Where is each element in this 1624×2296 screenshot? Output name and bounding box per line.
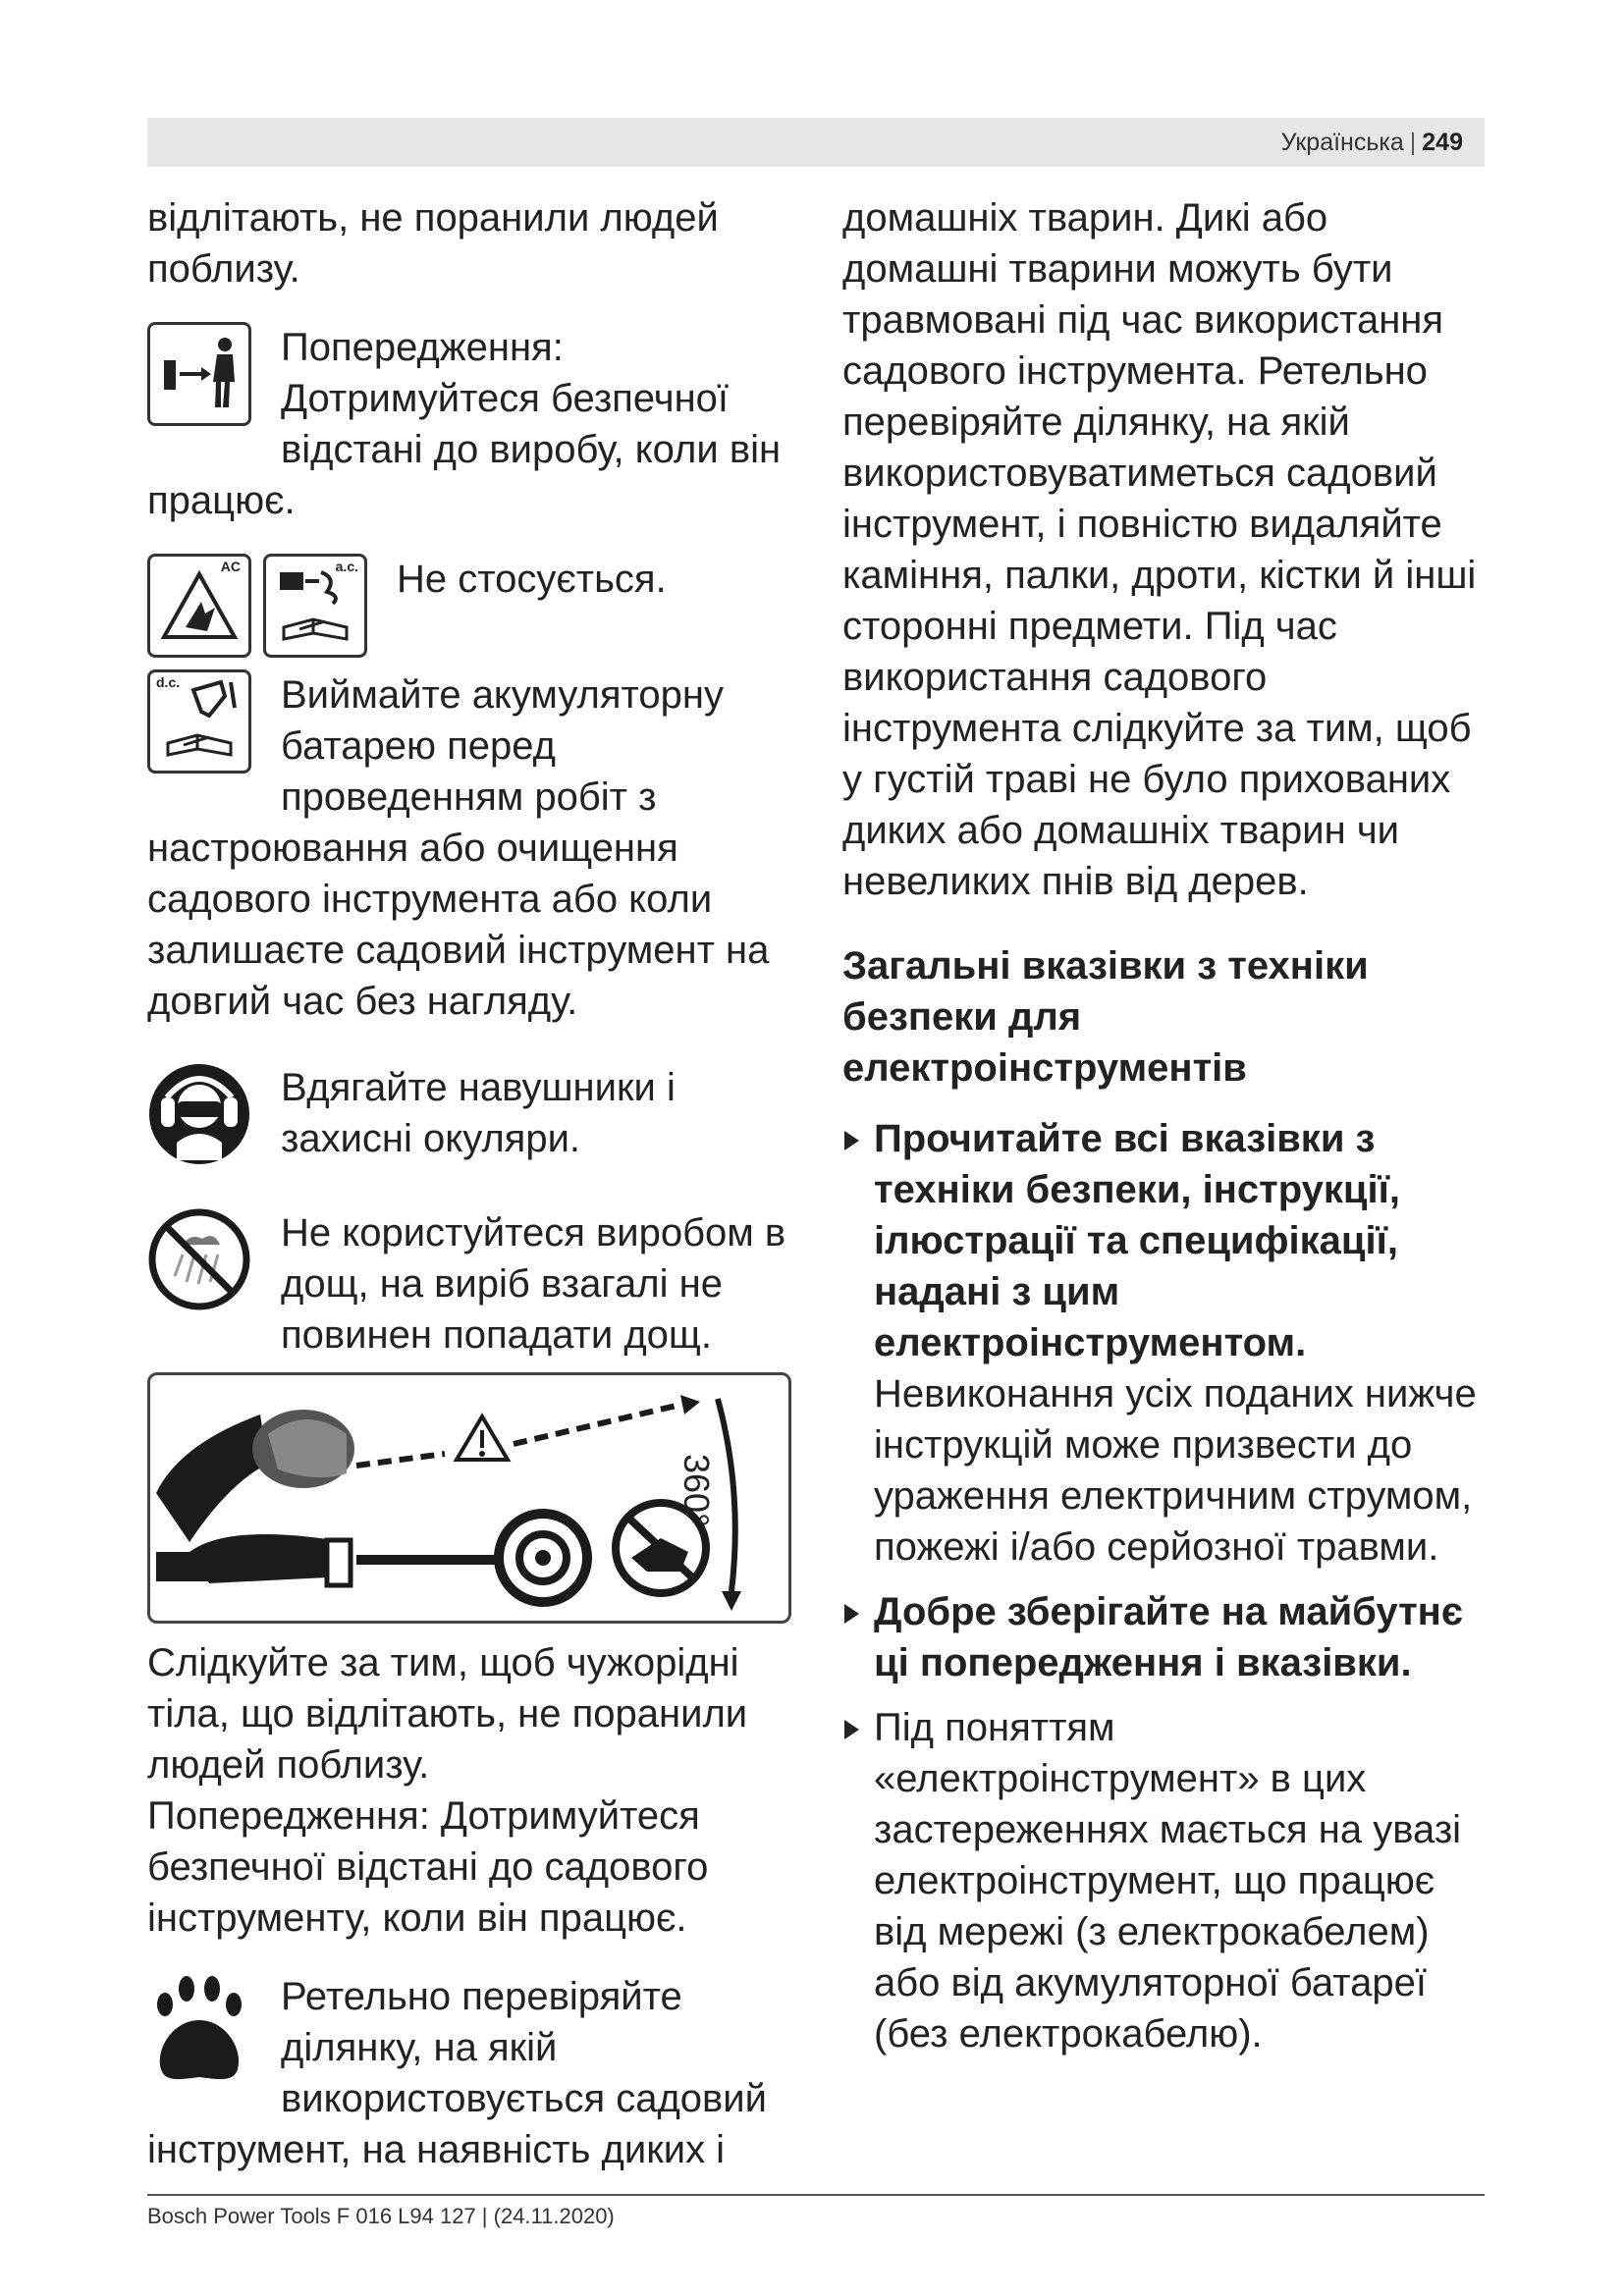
right-column [842,192,1490,2059]
bullet-triangle-icon [844,1604,859,1624]
ear-eye-block [147,1062,803,1172]
ac-label: AC [220,559,241,574]
ac-mains-warning-icon [147,554,251,658]
bullet-2-bold: Добре зберігайте на майбутнє ці попередження і вказівки. [874,1590,1463,1684]
ear-eye-text: Вдягайте навушники і захисні окуляри. [281,1066,676,1160]
section-heading: Загальні вказівки з техніки безпеки для електроінструментів [842,944,1369,1090]
dc-label: d.c. [156,674,181,690]
foreign-bodies-text: Слідкуйте за тим, щоб чужорідні тіла, що відлітають, не поранили людей поблизу. [147,1641,748,1787]
bullet-1-bold: Прочитайте всі вказівки з техніки безпеки, інструкції, ілюстрації та специфікації, надані з цим електроінструментом. [874,1117,1400,1364]
no-rain-block [147,1207,803,1361]
bullet-3-text: Під поняттям «електроінструмент» в цих застереженнях мається на увазі електроінструмент, що працює від мережі (з електрокабелем) або від акумуляторної батареї (без електрокабелю). [874,1706,1462,2056]
bullet-keep-instructions [842,1586,1490,1688]
left-paragraph-1: відлітають, не поранили людей поблизу. [147,196,719,291]
animals-check-block [147,1971,803,2175]
bullet-triangle-icon [844,1720,859,1739]
remove-battery-icon [147,669,251,774]
page-number: 249 [1422,128,1463,156]
no-rain-icon [147,1207,251,1311]
header-language: Українська [1280,128,1404,156]
ac-unplug-icon [263,554,367,658]
remove-battery-block [147,669,803,1027]
not-applicable-block [147,554,803,664]
bullet-1-text: Невиконання усіх поданих нижче інструкцій може призвести до ураження електричним струмом, пожежі і/або серйозної травми. [874,1372,1477,1569]
not-applicable-text: Не стосується. [397,558,667,601]
distance-warning-text: Попередження: Дотримуйтеся безпечної відстані до виробу, коли він працює. [147,326,782,522]
bullet-power-tool-definition [842,1702,1490,2059]
keep-distance-icon [147,322,251,426]
footer-divider [147,2194,1485,2196]
paw-print-icon [147,1971,251,2089]
no-rain-text: Не користуйтеся виробом в дощ, на виріб взагалі не повинен попадати дощ. [281,1211,786,1357]
header-separator: | [1409,128,1417,156]
bullet-read-instructions [842,1113,1490,1573]
remove-battery-text: Виймайте акумуляторну батарею перед проведенням робіт з настроювання або очищення садового інструмента або коли залишаєте садовий інструмент на довгий час без нагляду. [147,673,770,1023]
distance-warning-text-2: Попередження: Дотримуйтеся безпечної відстані до садового інструменту, коли він працює. [147,1794,709,1940]
page-header [147,118,1485,167]
left-column [147,192,803,2175]
animals-check-text: Ретельно перевіряйте ділянку, на якій використовується садовий інструмент, на наявність диких і [147,1975,767,2171]
trimmer-hazard-illustration [147,1372,791,1624]
distance-warning-block [147,322,803,526]
ear-eye-protection-icon [147,1062,251,1166]
ac2-label: a.c. [335,559,358,574]
page-footer: Bosch Power Tools F 016 L94 127 | (24.11.2020) [147,2204,615,2228]
rotation-angle-label: 360° [677,1454,717,1527]
right-paragraph-1: домашніх тварин. Дикі або домашні тварини можуть бути травмовані під час використання садового інструмента. Ретельно перевіряйте ділянку, на якій використовуватиметься садовий інструмент, і повністю видаляйте каміння, палки, дроти, кістки й інші сторонні предмети. Під час використання садового інструмента слідкуйте за тим, щоб у густій траві не було прихованих диких або домашніх тварин чи невеликих пнів від дерев. [842,196,1477,903]
bullet-triangle-icon [844,1131,859,1150]
